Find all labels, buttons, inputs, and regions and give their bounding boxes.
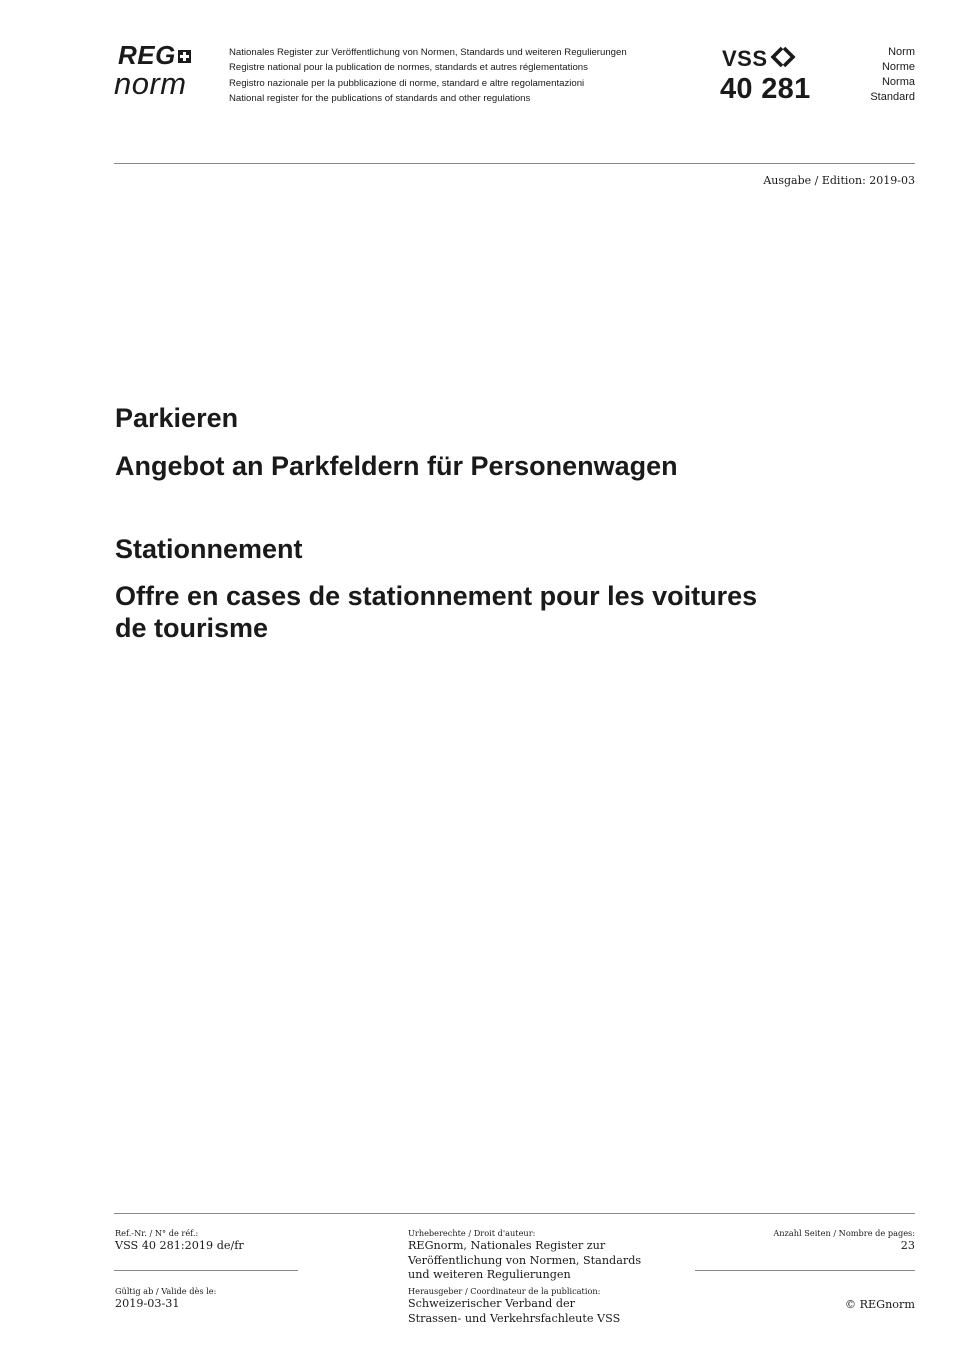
copyright-line-3: und weiteren Regulierungen [408, 1268, 571, 1281]
ref-number-label: Ref.-Nr. / N° de réf.: [115, 1228, 199, 1238]
title-fr-long-line2: de tourisme [115, 613, 269, 643]
register-line-en: National register for the publications of standards and other regulations [229, 93, 531, 105]
publisher-label: Herausgeber / Coordinateur de la publication: [408, 1286, 601, 1296]
swiss-cross-icon [178, 50, 191, 63]
page-count-label: Anzahl Seiten / Nombre de pages: [773, 1228, 915, 1238]
ref-number-value: VSS 40 281:2019 de/fr [115, 1239, 244, 1252]
register-line-it: Registro nazionale per la pubblicazione di norme, standard e altre regolamentazioni [229, 77, 585, 89]
vss-logo [722, 46, 796, 70]
vss-logo-text: VSS [722, 46, 768, 71]
regnorm-logo-norm: norm [114, 66, 187, 101]
title-fr-short: Stationnement [115, 534, 303, 564]
copyright-mark: © REGnorm [844, 1298, 915, 1311]
doc-type-de: Norm [888, 46, 915, 58]
register-line-de: Nationales Register zur Veröffentlichung von Normen, Standards und weiteren Regulierungen [229, 47, 627, 58]
doc-type-en: Standard [870, 91, 915, 103]
footer-divider [114, 1213, 915, 1214]
edition-label: Ausgabe / Edition: 2019-03 [763, 174, 915, 187]
valid-from-value: 2019-03-31 [115, 1297, 180, 1310]
publisher-line-2: Strassen- und Verkehrsfachleute VSS [408, 1312, 621, 1325]
doc-type-fr: Norme [881, 61, 915, 73]
publisher-line-1: Schweizerischer Verband der [408, 1297, 575, 1310]
document-type-list [870, 45, 915, 105]
vss-chevron-icon [770, 46, 796, 68]
page-count-value: 23 [900, 1239, 915, 1252]
title-de-short: Parkieren [115, 403, 239, 433]
footer-right-rule [695, 1270, 915, 1271]
register-line-fr: Registre national pour la publication de normes, standards et autres réglementations [229, 62, 588, 74]
register-description [229, 45, 627, 107]
copyright-line-2: Veröffentlichung von Normen, Standards [408, 1254, 642, 1267]
title-de-long: Angebot an Parkfeldern für Personenwagen [115, 451, 678, 481]
regnorm-logo-reg [118, 42, 191, 68]
copyright-line-1: REGnorm, Nationales Register zur [408, 1239, 606, 1252]
standard-number: 40 281 [720, 73, 811, 105]
valid-from-label: Gültig ab / Valide dès le: [115, 1286, 217, 1296]
title-fr-long-line1: Offre en cases de stationnement pour les voitures [115, 581, 758, 611]
logo-reg-text: REG [118, 40, 176, 70]
header-divider [114, 163, 915, 164]
footer-left-rule [114, 1270, 298, 1271]
doc-type-it: Norma [881, 76, 915, 88]
copyright-label: Urheberechte / Droit d'auteur: [408, 1228, 536, 1238]
